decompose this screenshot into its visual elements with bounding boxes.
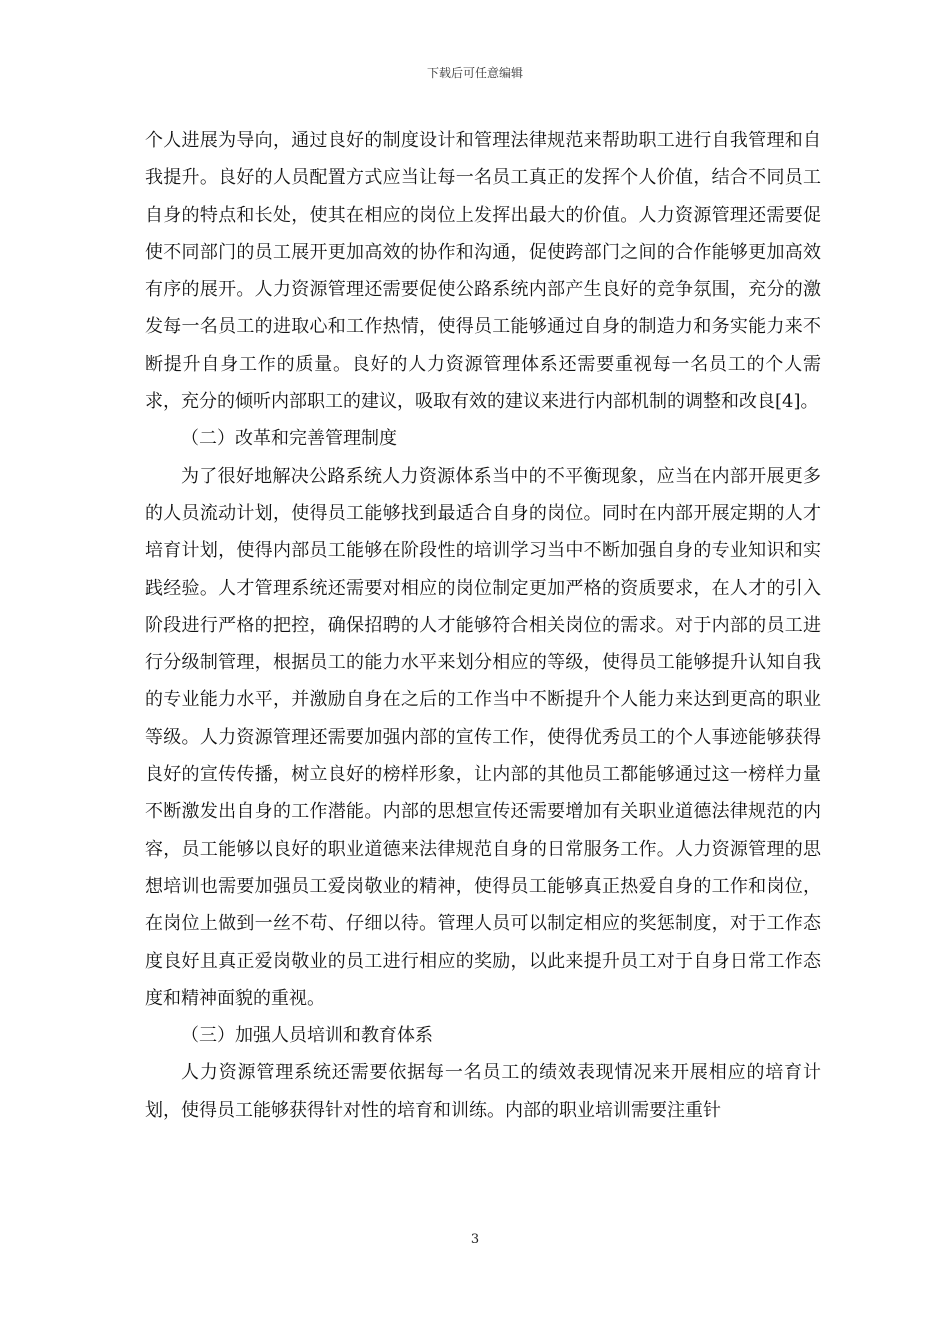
paragraph-3: 人力资源管理系统还需要依据每一名员工的绩效表现情况来开展相应的培育计划，使得员工能够获得针对性的培育和训练。内部的职业培训需要注重针: [145, 1062, 821, 1121]
page-number: 3: [470, 1232, 480, 1247]
page-header: 下载后可任意编辑: [426, 66, 523, 80]
document-body: [145, 122, 821, 1129]
section-heading-3: （三）加强人员培训和教育体系: [181, 1025, 433, 1047]
section-heading-2: （二）改革和完善管理制度: [181, 428, 397, 450]
paragraph-2: 为了很好地解决公路系统人力资源体系当中的不平衡现象，应当在内部开展更多的人员流动计划，使得员工能够找到最适合自身的岗位。同时在内部开展定期的人才培育计划，使得内部员工能够在阶段性的培训学习当中不断加强自身的专业知识和实践经验。人才管理系统还需要对相应的岗位制定更加严格的资质要求，在人才的引入阶段进行严格的把控，确保招聘的人才能够符合相关岗位的需求。对于内部的员工进行分级制管理，根据员工的能力水平来划分相应的等级，使得员工能够提升认知自我的专业能力水平，并激励自身在之后的工作当中不断提升个人能力来达到更高的职业等级。人力资源管理还需要加强内部的宣传工作，使得优秀员工的个人事迹能够获得良好的宣传传播，树立良好的榜样形象，让内部的其他员工都能够通过这一榜样力量不断激发出自身的工作潜能。内部的思想宣传还需要增加有关职业道德法律规范的内容，员工能够以良好的职业道德来法律规范自身的日常服务工作。人力资源管理的思想培训也需要加强员工爱岗敬业的精神，使得员工能够真正热爱自身的工作和岗位，在岗位上做到一丝不苟、仔细以待。管理人员可以制定相应的奖惩制度，对于工作态度良好且真正爱岗敬业的员工进行相应的奖励，以此来提升员工对于自身日常工作态度和精神面貌的重视。: [145, 465, 821, 1009]
paragraph-1: 个人进展为导向，通过良好的制度设计和管理法律规范来帮助职工进行自我管理和自我提升。良好的人员配置方式应当让每一名员工真正的发挥个人价值，结合不同员工自身的特点和长处，使其在相应的岗位上发挥出最大的价值。人力资源管理还需要促使不同部门的员工展开更加高效的协作和沟通，促使跨部门之间的合作能够更加高效有序的展开。人力资源管理还需要促使公路系统内部产生良好的竞争氛围，充分的激发每一名员工的进取心和工作热情，使得员工能够通过自身的制造力和务实能力来不断提升自身工作的质量。良好的人力资源管理体系还需要重视每一名员工的个人需求，充分的倾听内部职工的建议，吸取有效的建议来进行内部机制的调整和改良[4]。: [145, 130, 821, 413]
